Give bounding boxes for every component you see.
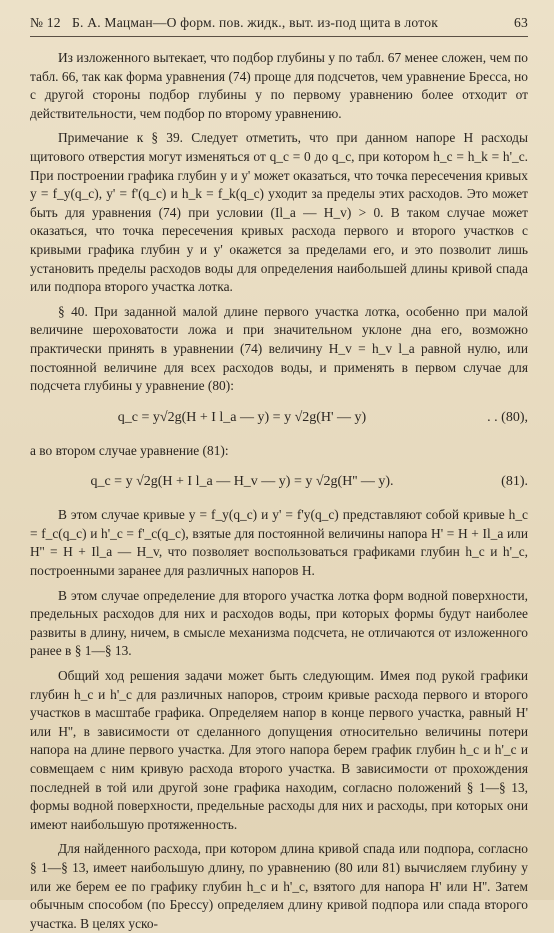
equation-80-number: . . (80),	[487, 409, 528, 425]
equation-81-body: q_c = y √2g(H + I l_a — H_v — y) = y √2g(H'' — y).	[90, 474, 394, 490]
page-number: 63	[514, 15, 528, 30]
paragraph-between: а во втором случае уравнение (81):	[30, 442, 229, 458]
issue-number: № 12	[30, 15, 61, 30]
equation-80-body: q_c = y√2g(H + I l_a — y) = y √2g(H' — y)	[117, 409, 367, 425]
paragraph-1: Из изложенного вытекает, что подбор глубины у по табл. 67 менее сложен, чем по табл. 66, так как форма уравнения (74) проще для подсчетов, чем уравнение Бресса, но с другой стороны подбор глубины у по первому уравнению более отходит от действительности, чем подбор по второму уравнению.	[30, 50, 528, 121]
running-header	[30, 14, 528, 37]
paragraph-second-section: В этом случае определение для второго участка лотка форм водной поверхности, предельных расходов для них и расходов воды, при которых формы будут наиболее развиты в длину, ничем, в смысле механизма подсчета, не отличаются от изложенного ранее в § 1—§ 13.	[30, 587, 528, 659]
equation-81-number: (81).	[501, 474, 528, 490]
paragraph-curves: В этом случае кривые у = f_y(q_c) и у' = f'y(q_c) представляют собой кривые h_c = f_c(q_c) и h'_c = f'_c(q_c), взятые для постоянной величины напора H' = H + Il_a или H'' = H + Il_a — H_v, что позволяет воспользоваться графиками глубин h_c и h'_c, построенными заранее для различных напоров H.	[30, 507, 528, 579]
paragraph-note: Примечание к § 39. Следует отметить, что при данном напоре H расходы щитового отверстия могут изменяться от q_c = 0 до q_c, при котором h_c = h_k = h'_c. При построении графика глубин у и у' может оказаться, что точка пересечения кривых у = f_y(q_c), у' = f'(q_c) и h_k = f_k(q_c) уходит за пределы этих расходов. Это может быть для уравнения (74) при условии (Il_a — H_v) > 0. В таком случае может оказаться, что точка пересечения кривых расхода первого и второго участков с кривыми графика глубин у и у' окажется за пределами его, и это позволит лишь установить пределы расходов воды для определения наибольшей длины кривой спада или подпора второго участка лотка.	[30, 130, 528, 295]
paragraph-found-discharge: Для найденного расхода, при котором длина кривой спада или подпора, согласно § 1—§ 13, имеет наибольшую длину, по уравнению (80 или 81) вычисляем глубину у или же берем ее по графику глубин h_c и h'_c, взятого для напора H' или H''. Затем обычным способом (по Брессу) определяем длину кривой подпора или спада второго участка. В целях уско-	[30, 841, 528, 931]
paragraph-section-40: § 40. При заданной малой длине первого участка лотка, особенно при малой величине шероховатости ложа и при значительном уклоне дна его, возможно практически принять в уравнении (74) величину H_v = h_v l_a равной нулю, или постоянной величине для всех расходов воды, и применять в первом случае для подсчета глубины у уравнение (80):	[30, 303, 528, 394]
paragraph-general-procedure: Общий ход решения задачи может быть следующим. Имея под рукой графики глубин h_c и h'_c для различных напоров, строим кривые расхода первого и второго участков в масштабе графика. Определяем напор в конце первого участка, равный H' или H'', в зависимости от сделанного допущения относительно величины потери напора на длине первого участка. Для этого напора берем график глубин h_c и h'_c и совмещаем с ним кривую расхода второго участка. В зависимости от прохождения последней в той или другой зоне графика находим, согласно положений § 1—§ 13, формы водной поверхности, предельные расходы для них и расходы, при которых они имеют наибольшую протяженность.	[30, 668, 528, 832]
equation-81	[30, 472, 528, 492]
running-title: Б. А. Мацман—О форм. пов. жидк., выт. из-под щита в лоток	[72, 15, 438, 30]
equation-80	[30, 408, 528, 428]
